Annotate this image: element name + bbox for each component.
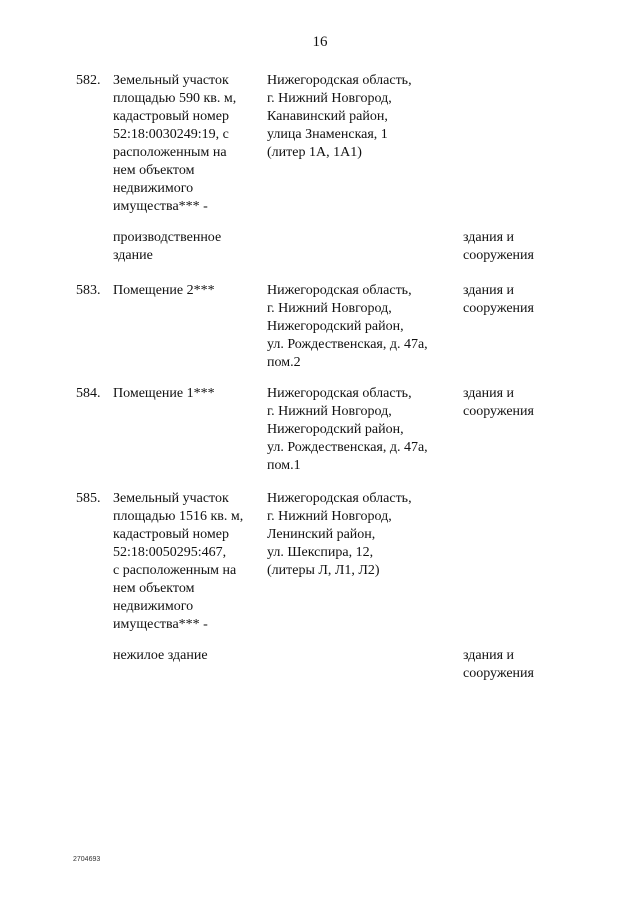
entry-name-line: кадастровый номер: [113, 527, 229, 542]
entry-number: 582.: [76, 73, 101, 88]
entry-address-line: (литеры Л, Л1, Л2): [267, 563, 380, 578]
entry-address-line: г. Нижний Новгород,: [267, 301, 392, 316]
entry-name-line: Земельный участок: [113, 491, 229, 506]
entry-name-line: расположенным на: [113, 145, 227, 160]
entry-name-line: Помещение 1***: [113, 386, 215, 401]
footer-code: 2704693: [73, 856, 101, 863]
entry-name-line: площадью 590 кв. м,: [113, 91, 237, 106]
entry-number: 585.: [76, 491, 101, 506]
entry-name-line: имущества*** -: [113, 617, 208, 632]
entry-name-line: 52:18:0050295:467,: [113, 545, 227, 560]
entry-name-line: нем объектом: [113, 581, 195, 596]
page-number: 16: [312, 34, 328, 50]
entry-name-line: площадью 1516 кв. м,: [113, 509, 244, 524]
entry-number: 583.: [76, 283, 101, 298]
entry-address-line: Ленинский район,: [267, 527, 376, 542]
entry-type-line: сооружения: [463, 404, 534, 419]
entry-address-line: улица Знаменская, 1: [267, 127, 388, 142]
entry-address-line: пом.1: [267, 458, 301, 473]
entry-subitem-line: производственное: [113, 230, 222, 245]
entry-type-line: здания и: [463, 386, 515, 401]
entry-name-line: с расположенным на: [113, 563, 237, 578]
entry-address-line: ул. Рождественская, д. 47а,: [267, 337, 428, 352]
entry-subitem-line: нежилое здание: [113, 648, 208, 663]
entry-name-line: недвижимого: [113, 181, 194, 196]
entry-name-line: Помещение 2***: [113, 283, 215, 298]
entry-name-line: кадастровый номер: [113, 109, 229, 124]
entry-name-line: имущества*** -: [113, 199, 208, 214]
entry-name-line: недвижимого: [113, 599, 194, 614]
entry-address-line: Канавинский район,: [267, 109, 388, 124]
entry-address-line: (литер 1А, 1А1): [267, 145, 362, 160]
entry-address-line: Нижегородская область,: [267, 386, 412, 401]
entry-name-line: нем объектом: [113, 163, 195, 178]
entry-number: 584.: [76, 386, 101, 401]
entry-subitem-type-line: здания и: [463, 230, 515, 245]
entry-address-line: г. Нижний Новгород,: [267, 509, 392, 524]
entry-address-line: Нижегородская область,: [267, 283, 412, 298]
entry-address-line: Нижегородский район,: [267, 422, 404, 437]
entry-subitem-line: здание: [113, 248, 153, 263]
entry-address-line: ул. Рождественская, д. 47а,: [267, 440, 428, 455]
entry-type-line: здания и: [463, 283, 515, 298]
entry-type-line: сооружения: [463, 301, 534, 316]
entry-address-line: г. Нижний Новгород,: [267, 404, 392, 419]
entry-address-line: Нижегородский район,: [267, 319, 404, 334]
entry-subitem-type-line: здания и: [463, 648, 515, 663]
entry-name-line: 52:18:0030249:19, с: [113, 127, 229, 142]
entry-address-line: ул. Шекспира, 12,: [267, 545, 374, 560]
entry-subitem-type-line: сооружения: [463, 666, 534, 681]
entry-subitem-type-line: сооружения: [463, 248, 534, 263]
entry-name-line: Земельный участок: [113, 73, 229, 88]
entry-address-line: пом.2: [267, 355, 301, 370]
entry-address-line: Нижегородская область,: [267, 491, 412, 506]
entry-address-line: Нижегородская область,: [267, 73, 412, 88]
entry-address-line: г. Нижний Новгород,: [267, 91, 392, 106]
